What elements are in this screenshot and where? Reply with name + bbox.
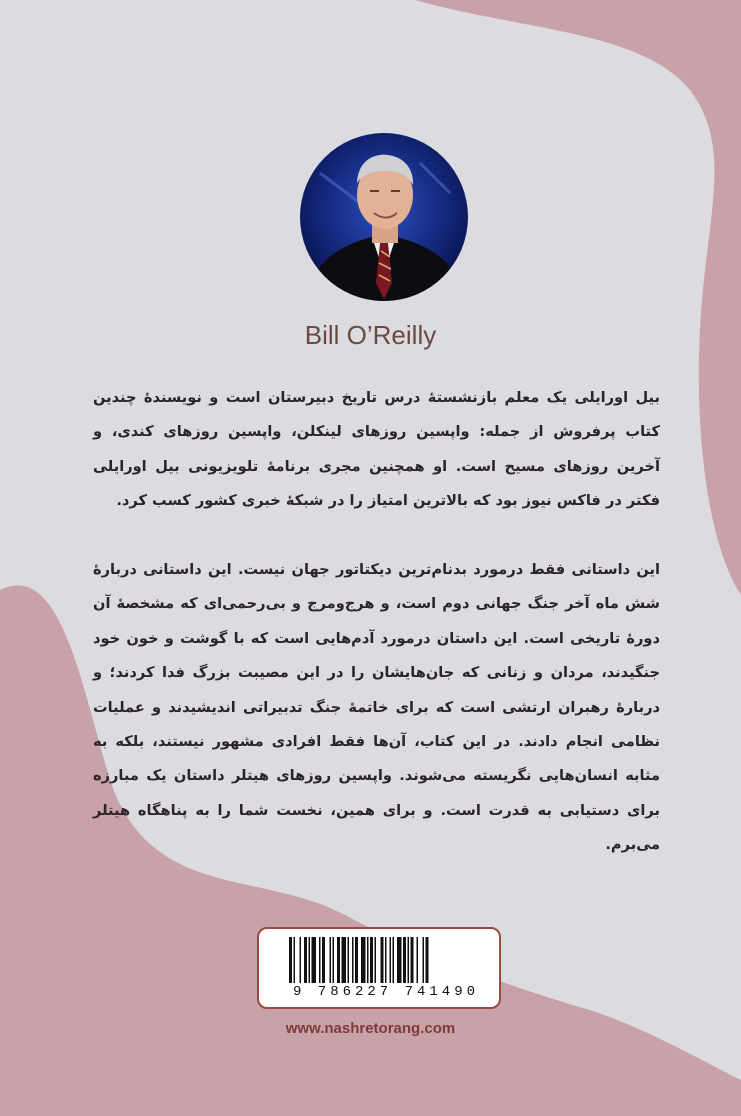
barcode-bar — [426, 937, 429, 983]
barcode-bar — [342, 937, 347, 983]
barcode-bar — [411, 937, 414, 983]
barcode-bar — [370, 937, 373, 983]
barcode-bar — [322, 937, 325, 983]
barcode-bar — [309, 937, 311, 983]
barcode — [289, 937, 479, 983]
barcode-bar — [304, 937, 307, 983]
barcode-bar — [375, 937, 377, 983]
barcode-bar — [403, 937, 406, 983]
barcode-bar — [337, 937, 340, 983]
barcode-bar — [289, 937, 292, 983]
barcode-bar — [417, 937, 419, 983]
publisher-website: www.nashretorang.com — [285, 1020, 456, 1037]
barcode-bar — [355, 937, 358, 983]
barcode-bar — [330, 937, 332, 983]
barcode-bar — [385, 937, 387, 983]
barcode-bar — [333, 937, 335, 983]
barcode-bar — [390, 937, 392, 983]
barcode-bar — [381, 937, 384, 983]
author-bio: بیل اورایلی یک معلم بازنشستهٔ درس تاریخ دبیرستان است و نویسندهٔ چندین کتاب پرفروش از جمله: واپسین روزهای لینکلن، واپسین روزهای کندی، و آخرین روزهای مسیح است. او همچنین مجری برنامهٔ تلویزیونی بیل اورایلی فکتر در فاکس نیوز بود که بالاترین امتیاز را در شبکهٔ خبری کشور کسب کرد. — [93, 389, 660, 510]
barcode-bar — [352, 937, 354, 983]
author-portrait — [300, 133, 468, 301]
barcode-bar — [408, 937, 410, 983]
barcode-bar — [393, 937, 395, 983]
author-name: Bill O’Reilly — [304, 320, 437, 350]
barcode-bar — [319, 937, 321, 983]
barcode-bar — [367, 937, 369, 983]
barcode-bar — [348, 937, 350, 983]
barcode-bar — [423, 937, 425, 983]
book-summary: این داستانی فقط درمورد بدنام‌ترین دیکتاتور جهان نیست. این داستانی دربارهٔ شش ماه آخر جنگ جهانی دوم است، و هرج‌ومرج و بی‌رحمی‌ای که مشخصهٔ آن دورهٔ تاریخی است. این داستان درمورد آدم‌هایی است که با گوشت و خون خود جنگیدند، مردان و زنانی که جان‌هایشان را در این مصیبت بزرگ فدا کردند؛ و دربارهٔ رهبران ارتشی است که برای خاتمهٔ جنگ تدبیراتی اندیشیدند و عملیات نظامی انجام دادند. در این کتاب، آن‌ها فقط افرادی مشهور نیستند، بلکه به مثابه انسان‌هایی نگریسته می‌شوند. واپسین روزهای هیتلر داستان یک مبارزه برای دستیابی به قدرت است. و برای همین، نخست شما را به پناهگاه هیتلر می‌برم. — [93, 561, 660, 854]
barcode-box — [257, 927, 501, 1009]
barcode-bar — [397, 937, 402, 983]
barcode-bar — [294, 937, 296, 983]
isbn-number: 9 786227 741490 — [292, 984, 480, 1000]
barcode-bar — [361, 937, 366, 983]
barcode-bar — [300, 937, 302, 983]
barcode-bar — [312, 937, 317, 983]
